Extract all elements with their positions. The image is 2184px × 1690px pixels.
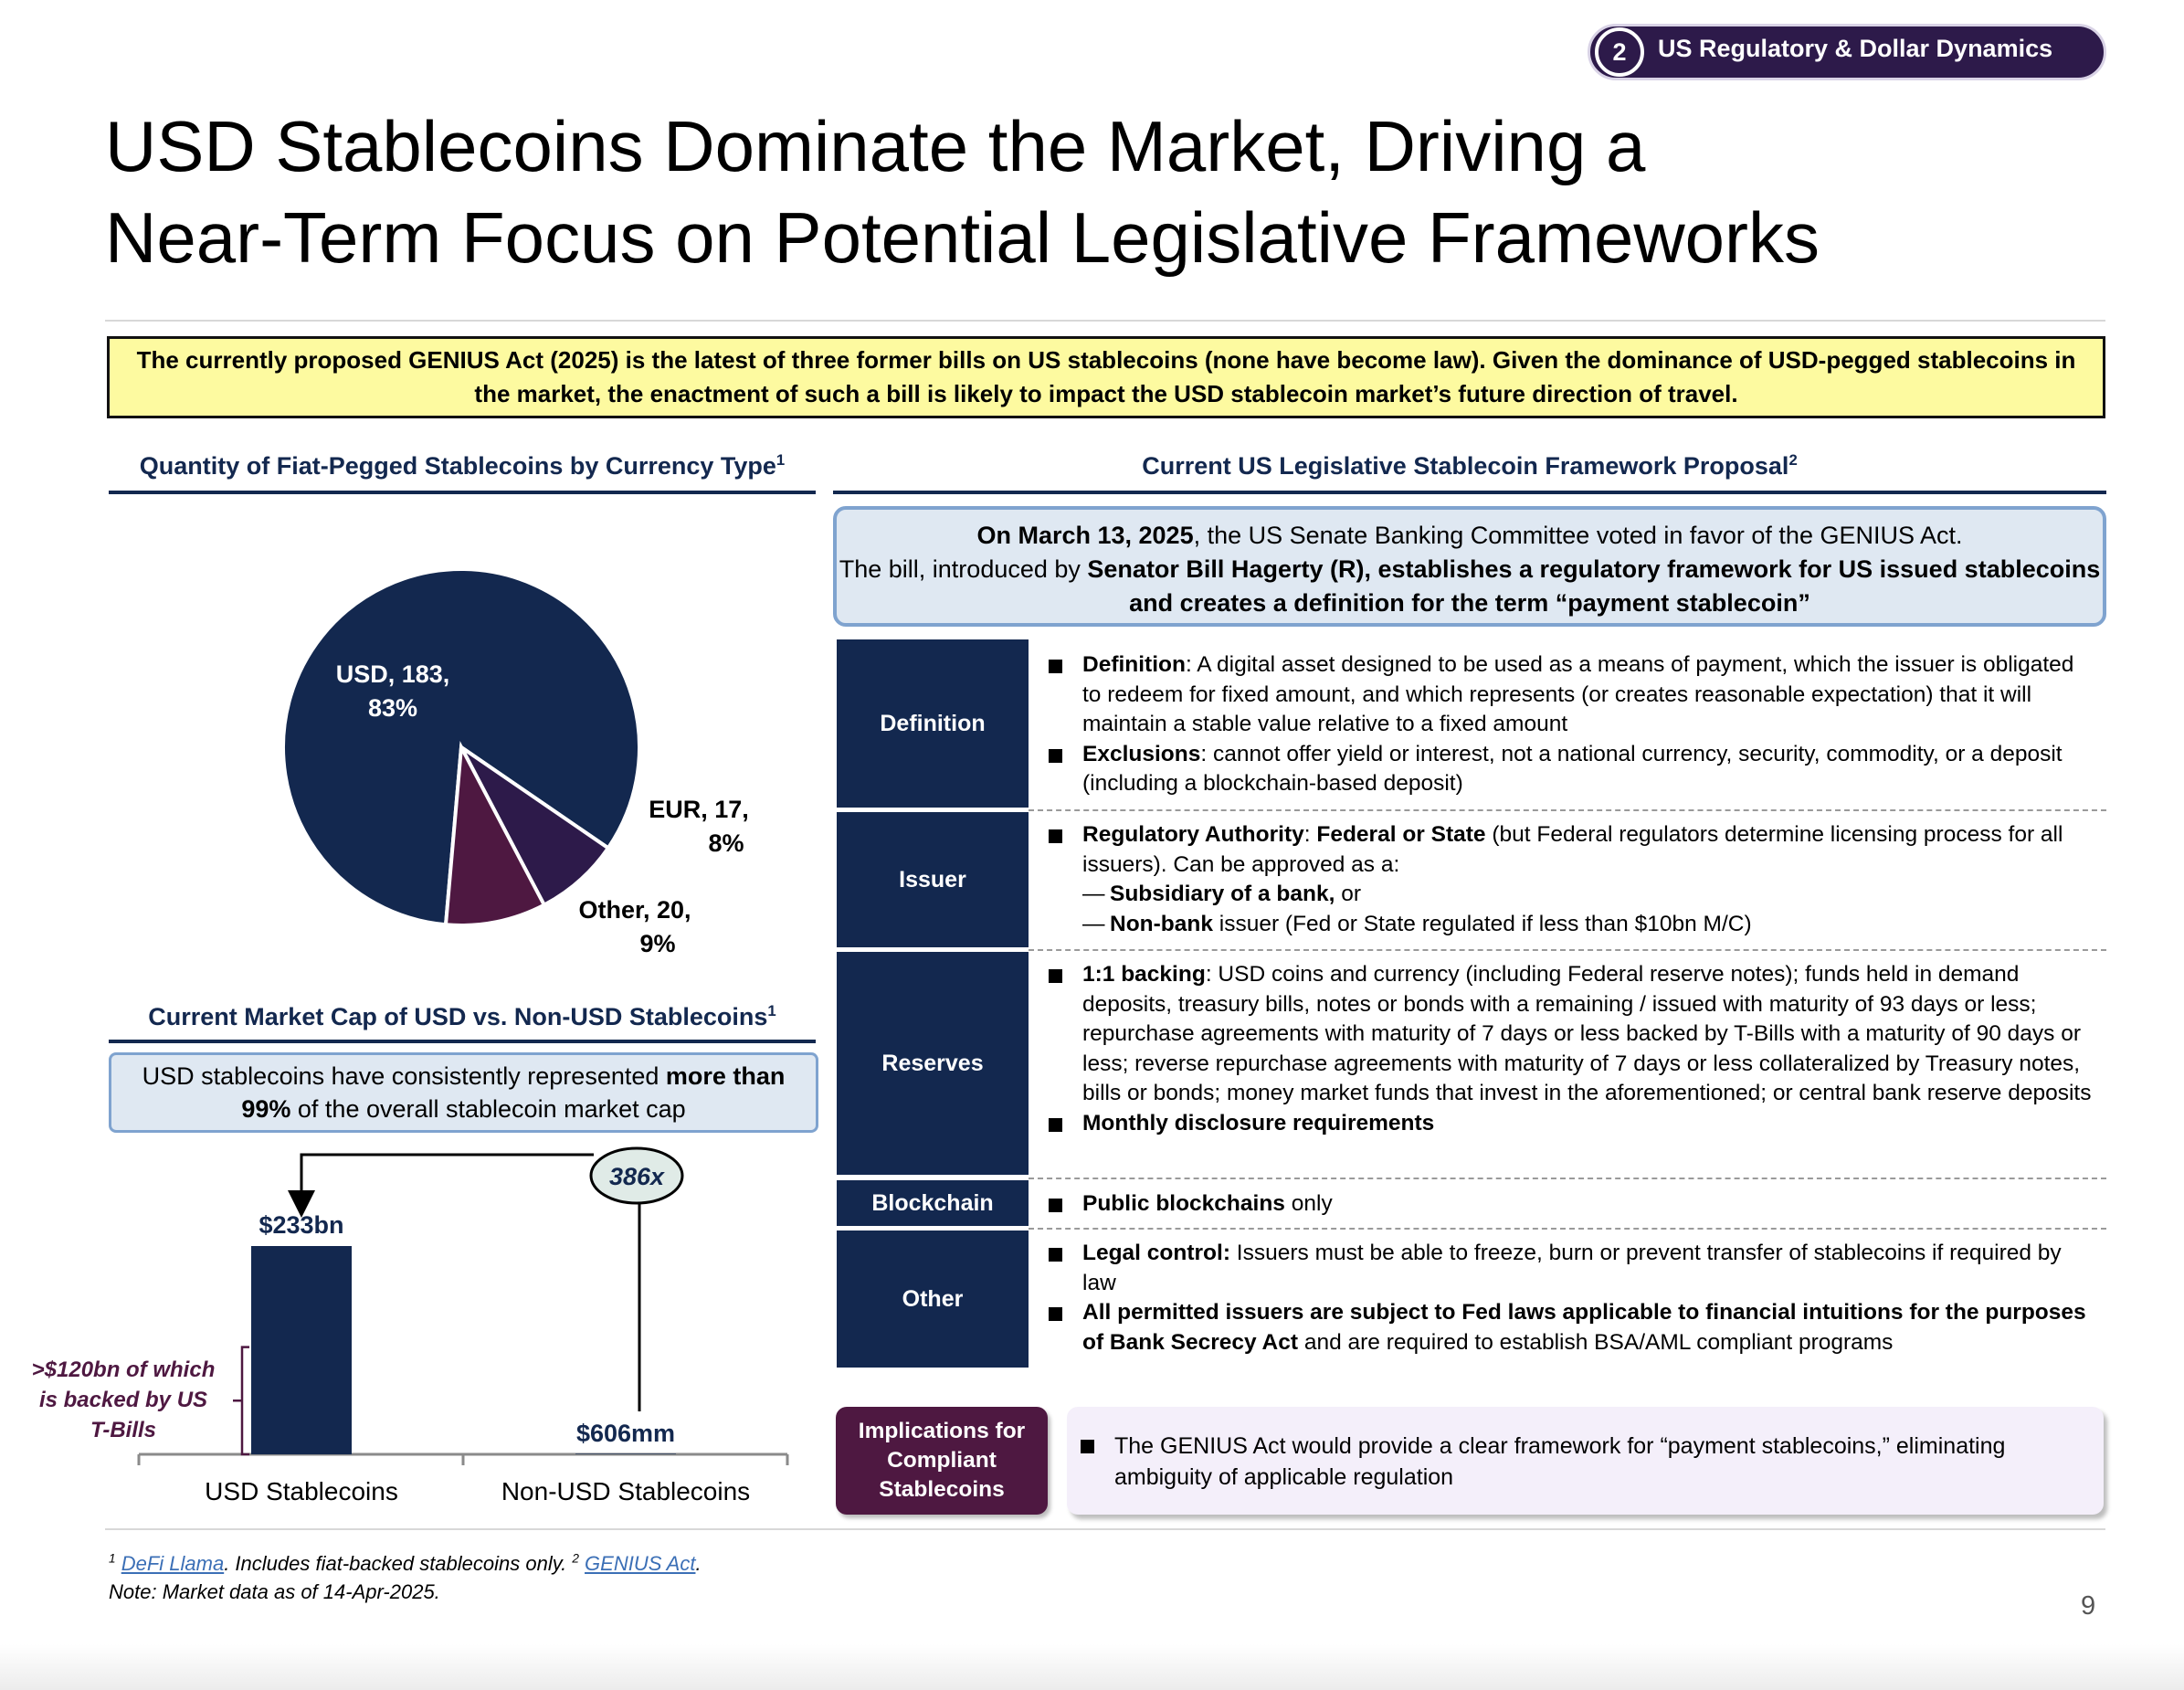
pie-title-rule	[109, 491, 816, 494]
footer-divider	[105, 1528, 2105, 1530]
banner-line-1: The currently proposed GENIUS Act (2025) is the latest of three former bills on US stablecoins (none have become law). Given the dominance of USD-pegged stablecoins	[136, 346, 2049, 374]
issuer-nonbank-item: — Non-bank issuer (Fed or State regulated if less than $10bn M/C)	[1082, 911, 1752, 936]
key-message-banner	[107, 336, 2105, 418]
tbill-annotation: >$120bn of which is backed by US T-Bills	[31, 1357, 216, 1442]
row-head-definition: Definition	[837, 639, 1029, 808]
row-head-other: Other	[837, 1231, 1029, 1368]
title-divider	[105, 320, 2105, 322]
bar-data-label: $606mm	[575, 1420, 676, 1447]
row-content-issuer	[1046, 820, 2096, 939]
row-content-reserves	[1046, 960, 2096, 1138]
tbill-bracket	[233, 1347, 249, 1454]
row-content-definition	[1046, 650, 2096, 799]
page-title	[105, 100, 1841, 283]
market-data-note: Note: Market data as of 14-Apr-2025.	[109, 1580, 440, 1603]
row-separator	[1029, 949, 2106, 951]
page-number: 9	[2081, 1591, 2096, 1621]
market-cap-bar-chart	[0, 1133, 822, 1516]
comparison-arrow	[301, 1155, 594, 1204]
footnotes: $^1$ DeFi Llama. Includes fiat-backed stablecoins only. $^2$ GENIUS Act. Note: Market data as of 14-Apr-2025.	[109, 1549, 702, 1606]
backing-bullet: 1:1 backing: USD coins and currency (including Federal reserve notes); funds held in demand deposits, treasury bills, notes or bonds with a remaining / issued with maturity of 93 days or less; repurchase agreements with maturity of 7 days or less backed by T-Bills with a maturity of 90 days or less; reverse repurchase agreements with maturity of 7 days or less collateralized by Treasury notes, bills or bonds; money market funds that invest in the aforementioned; or central bank reserve deposits	[1046, 960, 2096, 1109]
bar-title-rule	[109, 1040, 816, 1043]
currency-pie-chart	[274, 548, 658, 932]
bar-data-label: $233bn	[258, 1211, 344, 1239]
row-separator	[1029, 1178, 2106, 1179]
implications-bullet: The GENIUS Act would provide a clear framework for “payment stablecoins,” eliminating ambiguity of applicable regulation	[1078, 1431, 2083, 1493]
pie-label-eur: EUR, 17, 8%	[649, 796, 749, 857]
market-cap-callout: USD stablecoins have consistently represented more than 99% of the overall stablecoin market cap	[109, 1052, 818, 1133]
row-content-other	[1046, 1239, 2096, 1357]
bar-category-label: USD Stablecoins	[205, 1477, 398, 1505]
bsa-aml-bullet: All permitted issuers are subject to Fed laws applicable to financial intuitions for the purposes of Bank Secrecy Act and are required to establish BSA/AML compliant programs	[1046, 1298, 2096, 1357]
exclusions-bullet: Exclusions: cannot offer yield or interest, not a national currency, security, commodity, or a deposit (including a blockchain-based deposit)	[1046, 740, 2096, 799]
bar-category-label: Non-USD Stablecoins	[501, 1477, 751, 1505]
bottom-fade	[0, 1644, 2184, 1690]
pie-label-other: Other, 20, 9%	[578, 896, 691, 957]
public-blockchain-bullet: Public blockchains only	[1046, 1189, 2096, 1220]
banner-line-2: in the market, the enactment of such a bill is likely to impact the USD stablecoin market’s future direction of travel.	[474, 346, 2076, 407]
defi-llama-link[interactable]: DeFi Llama	[121, 1552, 225, 1575]
genius-act-link[interactable]: GENIUS Act	[585, 1552, 696, 1575]
disclosure-bullet: Monthly disclosure requirements	[1046, 1109, 2096, 1139]
regulatory-authority-bullet: Regulatory Authority: Federal or State (but Federal regulators determine licensing process for all issuers). Can be approved as a:	[1046, 820, 2096, 880]
legal-control-bullet: Legal control: Issuers must be able to freeze, burn or prevent transfer of stablecoins if required by law	[1046, 1239, 2096, 1298]
section-number: 2	[1595, 27, 1644, 77]
definition-bullet: Definition: A digital asset designed to be used as a means of payment, which the issuer is obligated to redeem for fixed amount, and which represents (or creates reasonable expectation) that it will maintain a stable value relative to a fixed amount	[1046, 650, 2096, 740]
row-head-blockchain: Blockchain	[837, 1180, 1029, 1226]
bar-chart-title: Current Market Cap of USD vs. Non-USD Stablecoins$^1$	[148, 1002, 776, 1030]
row-head-issuer: Issuer	[837, 812, 1029, 947]
implications-box	[1067, 1407, 2104, 1515]
page-title-line-2: Near-Term Focus on Potential Legislative Frameworks	[105, 197, 1820, 278]
framework-title: Current US Legislative Stablecoin Framework Proposal$^2$	[1142, 451, 1798, 480]
proposal-summary-box: On March 13, 2025, the US Senate Banking Committee voted in favor of the GENIUS Act. The bill, introduced by Senator Bill Hagerty (R), establishes a regulatory framework for US issued stablecoins and creates a definition for the term “payment stablecoin”	[833, 506, 2106, 627]
bar-usd	[251, 1246, 352, 1454]
row-separator	[1029, 809, 2106, 811]
implications-label: Implications for Compliant Stablecoins	[836, 1407, 1048, 1515]
row-content-blockchain	[1046, 1189, 2096, 1220]
row-head-reserves: Reserves	[837, 952, 1029, 1175]
issuer-subsidiary-item: — Subsidiary of a bank, or	[1082, 882, 1362, 906]
row-separator	[1029, 1228, 2106, 1230]
multiple-label: 386x	[608, 1163, 665, 1190]
page-title-line-1: USD Stablecoins Dominate the Market, Driving a	[105, 106, 1646, 186]
bar-non-usd	[575, 1453, 676, 1454]
pie-label-usd: USD, 183, 83%	[335, 660, 450, 722]
framework-title-rule	[833, 491, 2106, 494]
section-label: US Regulatory & Dollar Dynamics	[1658, 35, 2053, 62]
pie-chart-title: Quantity of Fiat-Pegged Stablecoins by Currency Type$^1$	[139, 451, 786, 480]
